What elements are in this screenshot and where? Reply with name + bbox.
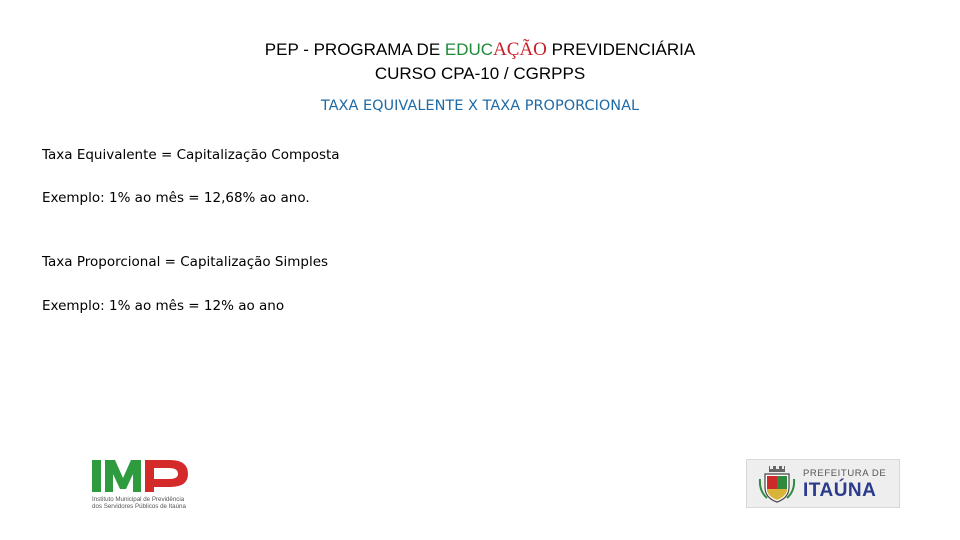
- slide-title: [0, 38, 960, 86]
- imp-tagline-2: dos Servidores Públicos de Itaúna: [92, 503, 186, 510]
- title-red-part: AÇÃO: [493, 39, 547, 60]
- itauna-prefeitura-text: PREFEITURA DE: [803, 468, 887, 479]
- title-suffix: PREVIDENCIÁRIA: [546, 40, 696, 59]
- equivalent-rate-definition: Taxa Equivalente = Capitalização Composta: [42, 147, 340, 163]
- imp-tagline-1: Instituto Municipal de Previdência: [92, 496, 185, 503]
- course-title: CURSO CPA-10 / CGRPPS: [374, 64, 586, 83]
- proportional-rate-definition: Taxa Proporcional = Capitalização Simples: [42, 254, 329, 270]
- program-title-line: [0, 38, 960, 62]
- proportional-rate-example: Exemplo: 1% ao mês = 12% ao ano: [42, 298, 285, 314]
- coat-of-arms-icon: [757, 465, 797, 503]
- title-green-part: EDUC: [444, 40, 494, 59]
- title-prefix: PEP - PROGRAMA DE: [264, 40, 445, 59]
- equivalent-rate-example: Exemplo: 1% ao mês = 12,68% ao ano.: [42, 190, 310, 206]
- itauna-logo: [746, 459, 900, 508]
- itauna-name-text: ITAÚNA: [803, 480, 877, 501]
- imp-logo: [90, 456, 194, 512]
- section-subtitle: TAXA EQUIVALENTE X TAXA PROPORCIONAL: [320, 98, 640, 114]
